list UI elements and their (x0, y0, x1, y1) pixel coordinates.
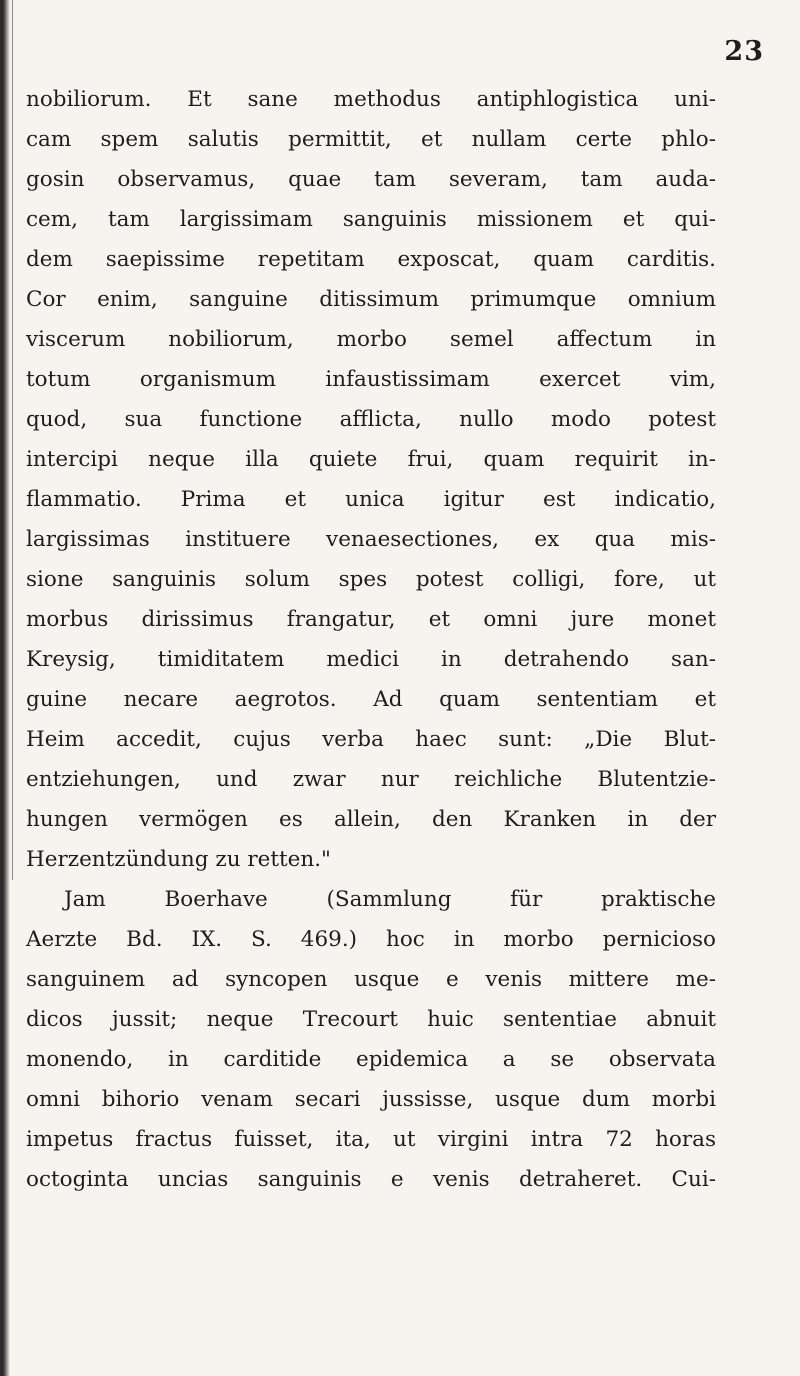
text-line: largissimas instituere venaesectiones, ex qua mis- (26, 527, 716, 552)
page-number: 23 (724, 36, 764, 67)
text-line: monendo, in carditide epidemica a se observata (26, 1047, 716, 1072)
text-line: nobiliorum. Et sane methodus antiphlogistica uni- (26, 87, 716, 112)
text-line: cam spem salutis permittit, et nullam certe phlo- (26, 127, 716, 152)
text-line: cem, tam largissimam sanguinis missionem et qui- (26, 207, 716, 232)
text-line-paragraph-start: Jam Boerhave (Sammlung für praktische (64, 887, 716, 912)
text-line: flammatio. Prima et unica igitur est indicatio, (26, 487, 716, 512)
text-line: Kreysig, timiditatem medici in detrahendo san- (26, 647, 716, 672)
text-line: dicos jussit; neque Trecourt huic sententiae abnuit (26, 1007, 716, 1032)
text-line: totum organismum infaustissimam exercet vim, (26, 367, 716, 392)
text-line: sanguinem ad syncopen usque e venis mittere me- (26, 967, 716, 992)
text-line: quod, sua functione afflicta, nullo modo potest (26, 407, 716, 432)
text-line: viscerum nobiliorum, morbo semel affectum in (26, 327, 716, 352)
text-line: omni bihorio venam secari jussisse, usque dum morbi (26, 1087, 716, 1112)
text-line: dem saepissime repetitam exposcat, quam carditis. (26, 247, 716, 272)
text-line: octoginta uncias sanguinis e venis detraheret. Cui- (26, 1167, 716, 1192)
text-line: Heim accedit, cujus verba haec sunt: „Die Blut- (26, 727, 716, 752)
text-line: sione sanguinis solum spes potest colligi, fore, ut (26, 567, 716, 592)
text-line: Cor enim, sanguine ditissimum primumque omnium (26, 287, 716, 312)
text-line: impetus fractus fuisset, ita, ut virgini intra 72 horas (26, 1127, 716, 1152)
text-line: intercipi neque illa quiete frui, quam requirit in- (26, 447, 716, 472)
body-text (26, 80, 716, 1200)
text-line: hungen vermögen es allein, den Kranken in der (26, 807, 716, 832)
text-line: gosin observamus, quae tam severam, tam auda- (26, 167, 716, 192)
book-gutter-shadow (0, 0, 10, 1376)
text-line: morbus dirissimus frangatur, et omni jure monet (26, 607, 716, 632)
text-line: guine necare aegrotos. Ad quam sententiam et (26, 687, 716, 712)
text-line: Aerzte Bd. IX. S. 469.) hoc in morbo pernicioso (26, 927, 716, 952)
gutter-edge-line (12, 0, 13, 880)
text-line: entziehungen, und zwar nur reichliche Blutentzie- (26, 767, 716, 792)
text-line-paragraph-end: Herzentzündung zu retten." (26, 847, 331, 872)
